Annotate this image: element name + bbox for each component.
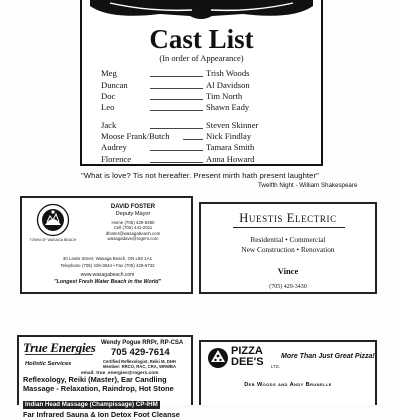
cast-actor: Trish Woods: [206, 68, 250, 78]
huestis-phone: (705) 429-3430: [269, 284, 307, 290]
cast-actor: Tamara Smith: [206, 142, 255, 152]
cast-role: Jack: [101, 120, 117, 130]
leader-line: [150, 128, 203, 129]
leader-line: [150, 110, 203, 111]
foster-contact-line: wasagadave@rogers.com: [107, 235, 159, 241]
true-energies-ad: [17, 335, 193, 419]
true-energies-logo: True Energies: [23, 340, 96, 355]
cast-actor: Nick Findlay: [206, 131, 252, 141]
cast-role: Audrey: [101, 142, 127, 152]
logo-swoosh: [25, 354, 93, 355]
leader-line: [150, 150, 203, 151]
foster-address-line: Telephone (705) 429-3844 • Fax (705) 429-6732: [60, 262, 155, 268]
cast-actor: Steven Skinner: [206, 120, 259, 130]
foster-contact-line: Home (705) 429-6380: [111, 220, 155, 225]
town-seal-icon: [36, 203, 70, 237]
pizza-logo-line1: PIZZA: [231, 345, 263, 357]
foster-slogan: "Longest Fresh Water Beach in the World": [54, 279, 161, 285]
foster-ad: [20, 196, 193, 294]
foster-name: DAVID FOSTER: [110, 204, 156, 210]
huestis-rule: [233, 227, 345, 228]
service-line: Reflexology, Reiki (Master), Ear Candling: [23, 375, 167, 384]
pizza-logo-suffix: LTD.: [271, 364, 280, 369]
foster-address-lines: [26, 256, 189, 269]
pizza-owners: Deb Woods and Andy Brunelle: [244, 382, 332, 388]
huestis-contact-name: Vince: [277, 266, 299, 276]
true-energies-email[interactable]: email: true_energies@rogers.com: [81, 371, 159, 376]
foster-contact-line: dfoster@wasagabeach.com: [105, 230, 161, 236]
cast-actor: Tim North: [206, 91, 243, 101]
leader-line: [150, 99, 203, 100]
leader-line: [150, 162, 203, 163]
service-line: Massage - Relaxation, Raindrop, Hot Stone: [23, 383, 174, 393]
cast-list-title: Cast List: [149, 24, 254, 54]
wendy-name: Wendy Pogue RRPr, RP-CSA: [101, 340, 184, 346]
true-energies-services: [23, 376, 191, 420]
service-line: Indian Head Massage (Champissage) CP-IHM: [25, 401, 158, 408]
pizza-tagline: More Than Just Great Pizza!: [281, 353, 375, 360]
leader-line: [183, 139, 203, 140]
wendy-cert-1: Certified Reflexologist, Reiki M, DHH: [103, 359, 176, 364]
foster-website-link[interactable]: www.wasagabeach.com: [80, 272, 135, 278]
huestis-ad: [199, 202, 377, 294]
quote-attribution: Twelfth Night - William Shakespeare: [258, 182, 358, 189]
pizza-slice-icon: [207, 347, 229, 369]
banner-ornament: [80, 0, 323, 22]
huestis-services-2: New Construction • Renovation: [241, 245, 335, 254]
holistic-label: Holistic Services: [25, 361, 72, 367]
huestis-name: Huestis Electric: [239, 211, 337, 225]
foster-title: Deputy Mayor: [115, 211, 151, 217]
cast-role: Duncan: [101, 80, 128, 90]
cast-role: Florence: [101, 154, 132, 164]
foster-contact-line: Cell (705) 441-2011: [113, 225, 153, 231]
cast-actor: Shawn Eady: [206, 102, 250, 112]
cast-role: Moose Frank/Butch: [101, 131, 170, 141]
seal-caption: TOWN OF WASAGA BEACH: [29, 238, 77, 242]
foster-contact-lines: [78, 220, 188, 241]
huestis-services-1: Residential • Commercial: [250, 235, 326, 244]
pizza-logo-line2: DEE'S: [231, 356, 264, 368]
cast-role: Doc: [101, 91, 116, 101]
cast-list-subtitle: (In order of Appearance): [159, 53, 244, 63]
wendy-cert-2: Member: RRCO, RAC, CRA, WRWBA: [103, 364, 176, 369]
cast-role: Meg: [101, 68, 117, 78]
leader-line: [150, 88, 203, 89]
pizza-dees-ad: [199, 340, 377, 405]
wendy-phone: 705 429-7614: [111, 347, 170, 358]
shakespeare-quote: "What is love? Tis not hereafter. Present mirth hath present laughter": [81, 171, 319, 180]
leader-line: [150, 76, 203, 77]
cast-actor: Al Davidson: [206, 80, 250, 90]
cast-role: Leo: [101, 102, 115, 112]
foster-address-line: 30 Lewis Street, Wasaga Beach, ON L9Z 1A1: [62, 256, 153, 261]
service-line: Far Infrared Sauna & Ion Detox Foot Cleanse: [23, 410, 180, 419]
cast-actor: Anna Howard: [206, 154, 255, 164]
